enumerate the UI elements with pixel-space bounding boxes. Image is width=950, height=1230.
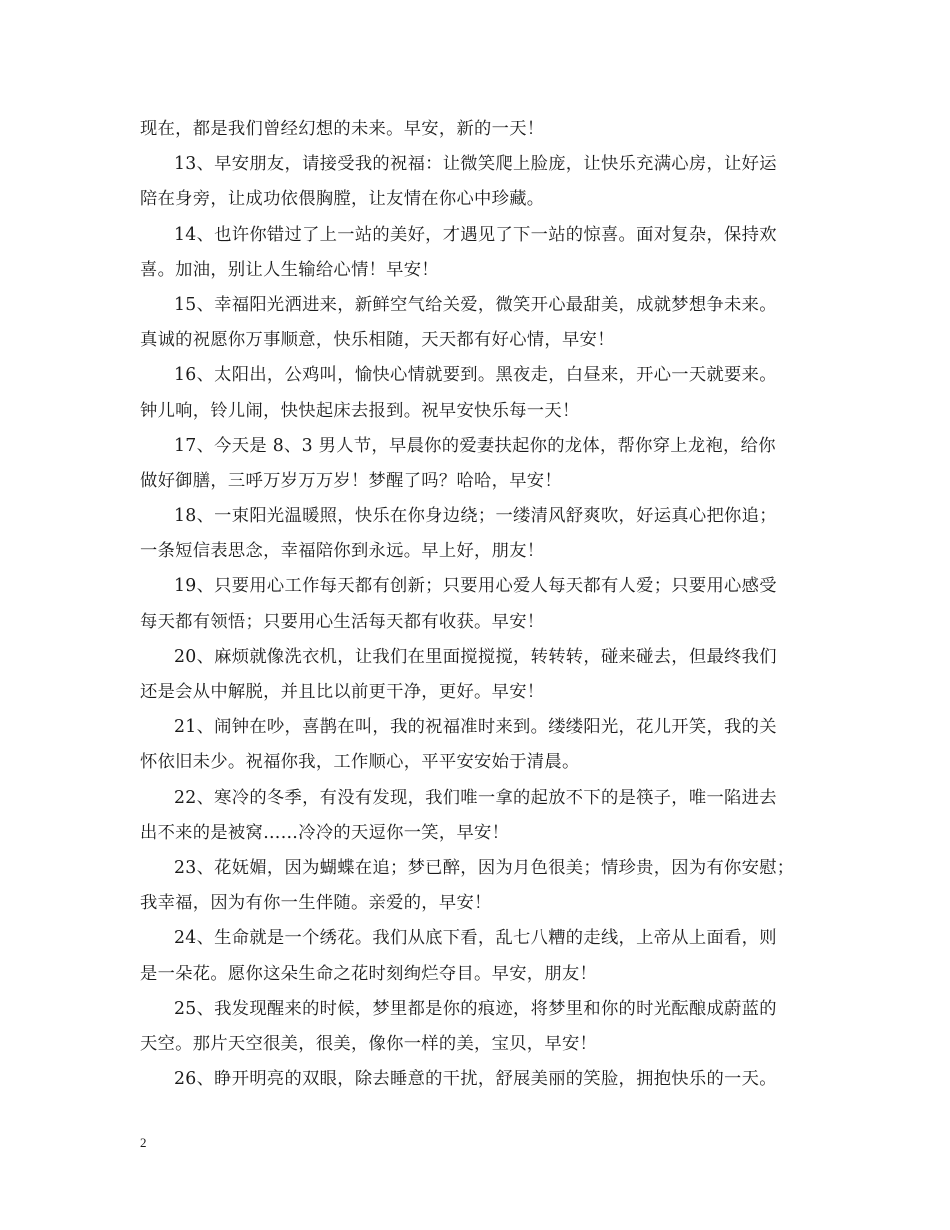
- text-line-17: 还是会从中解脱，并且比以前更干净，更好。早安！: [140, 682, 545, 702]
- page-number: 2: [140, 1135, 147, 1150]
- text-line-26: 25、我发现醒来的时候，梦里都是你的痕迹，将梦里和你的时光酝酿成蔚蓝的: [174, 998, 777, 1019]
- text-line-9: 钟儿响，铃儿闹，快快起床去报到。祝早安快乐每一天！: [140, 400, 580, 421]
- text-line-2: 13、早安朋友，请接受我的祝福：让微笑爬上脸庞，让快乐充满心房，让好运: [174, 154, 777, 175]
- text-line-19: 怀依旧未少。祝福你我，工作顺心，平平安安始于清晨。: [140, 752, 580, 773]
- text-line-23: 我幸福，因为有你一生伴随。亲爱的，早安！: [140, 893, 492, 914]
- text-line-8: 16、太阳出，公鸡叫，愉快心情就要到。黑夜走，白昼来，开心一天就要来。: [174, 365, 777, 386]
- text-line-16: 20、麻烦就像洗衣机，让我们在里面搅搅搅，转转转，碰来碰去，但最终我们: [174, 646, 777, 667]
- text-line-28: 26、睁开明亮的双眼，除去睡意的干扰，舒展美丽的笑脸，拥抱快乐的一天。: [174, 1069, 777, 1090]
- text-line-5: 喜。加油，别让人生输给心情！早安！: [140, 259, 439, 280]
- text-line-18: 21、闹钟在吵，喜鹊在叫，我的祝福准时来到。缕缕阳光，花儿开笑，我的关: [174, 717, 777, 738]
- text-line-20: 22、寒冷的冬季，有没有发现，我们唯一拿的起放不下的是筷子，唯一陷进去: [174, 787, 777, 808]
- text-line-24: 24、生命就是一个绣花。我们从底下看，乱七八糟的走线，上帝从上面看，则: [174, 928, 777, 949]
- document-body: [140, 112, 812, 1097]
- text-line-15: 每天都有领悟；只要用心生活每天都有收获。早安！: [140, 611, 545, 632]
- text-line-25: 是一朵花。愿你这朵生命之花时刻绚烂夺目。早安，朋友！: [140, 963, 598, 984]
- text-line-14: 19、只要用心工作每天都有创新；只要用心爱人每天都有人爱；只要用心感受: [174, 576, 777, 597]
- text-line-27: 天空。那片天空很美，很美，像你一样的美，宝贝，早安！: [140, 1033, 598, 1054]
- text-line-3: 陪在身旁，让成功依偎胸膛，让友情在你心中珍藏。: [140, 189, 545, 210]
- text-line-6: 15、幸福阳光洒进来，新鲜空气给关爱，微笑开心最甜美，成就梦想争未来。: [174, 294, 777, 315]
- text-line-1: 现在，都是我们曾经幻想的未来。早安，新的一天！: [140, 119, 545, 139]
- text-line-13: 一条短信表思念，幸福陪你到永远。早上好，朋友！: [140, 541, 545, 562]
- text-line-21: 出不来的是被窝……冷冷的天逗你一笑，早安！: [140, 822, 510, 843]
- text-line-12: 18、一束阳光温暖照，快乐在你身边绕；一缕清风舒爽吹，好运真心把你追；: [174, 506, 777, 527]
- text-line-22: 23、花妩媚，因为蝴蝶在追；梦已醉，因为月色很美；情珍贵，因为有你安慰；: [174, 857, 795, 878]
- text-line-11: 做好御膳，三呼万岁万万岁！梦醒了吗？哈哈，早安！: [140, 470, 562, 491]
- text-line-4: 14、也许你错过了上一站的美好，才遇见了下一站的惊喜。面对复杂，保持欢: [174, 224, 777, 245]
- text-line-7: 真诚的祝愿你万事顺意，快乐相随，天天都有好心情，早安！: [140, 330, 615, 351]
- text-line-10: 17、今天是 8、3 男人节，早晨你的爱妻扶起你的龙体，帮你穿上龙袍，给你: [174, 435, 776, 456]
